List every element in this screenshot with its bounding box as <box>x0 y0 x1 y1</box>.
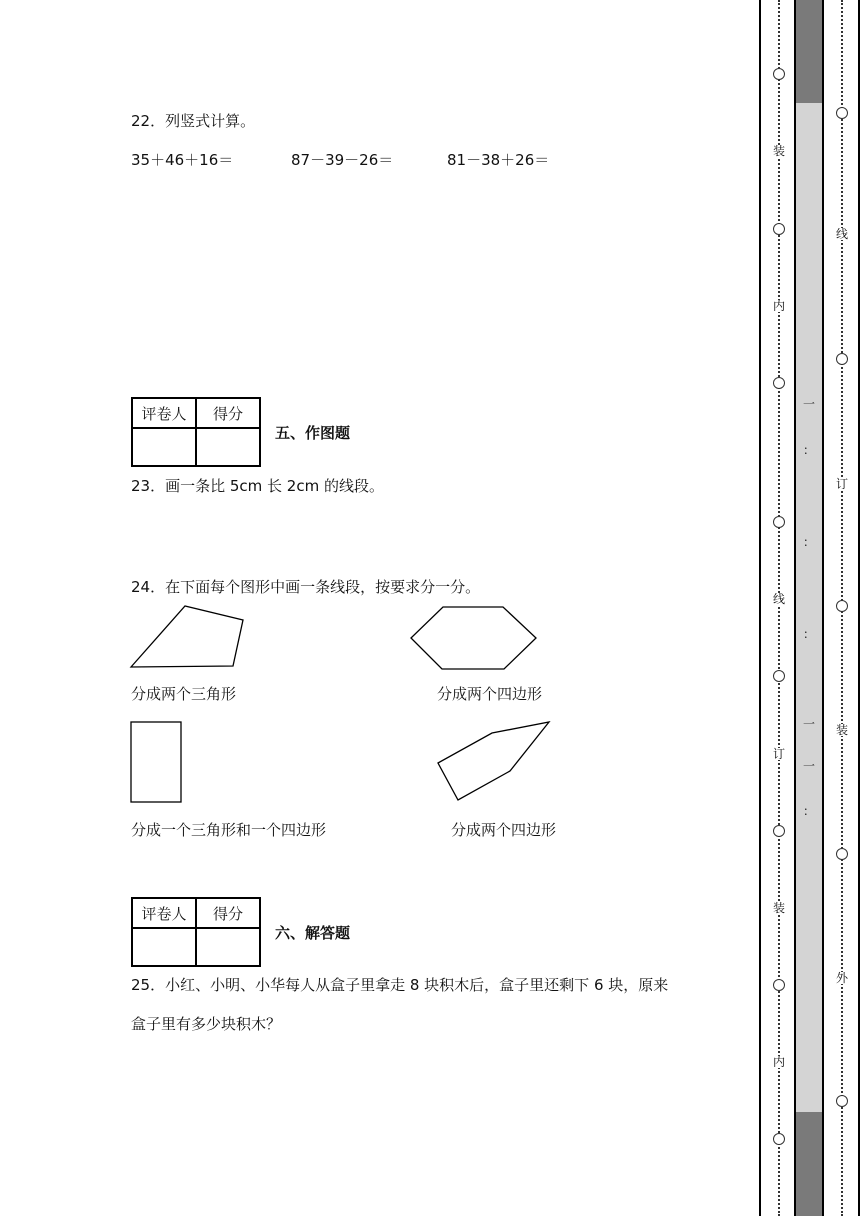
q24-text: 24．在下面每个图形中画一条线段，按要求分一分。 <box>131 578 481 596</box>
binding-circle <box>773 825 785 837</box>
binding-char-zhuang: 装 <box>772 901 785 915</box>
reviewer-cell[interactable] <box>132 428 196 466</box>
binding-circle <box>836 353 848 365</box>
binding-circle <box>773 516 785 528</box>
q22-expression-3: 81－38＋26＝ <box>447 151 550 169</box>
q25-line-1: 25．小红、小明、小华每人从盒子里拿走 8 块积木后，盒子里还剩下 6 块，原来 <box>131 976 669 994</box>
score-table-section5 <box>131 397 261 467</box>
section6-title: 六、解答题 <box>275 924 351 942</box>
q25-line-2: 盒子里有多少块积木？ <box>131 1015 282 1033</box>
q24-caption-3: 分成一个三角形和一个四边形 <box>131 821 327 839</box>
hexagon-shape <box>405 600 545 675</box>
band-mark: ： <box>802 443 815 457</box>
q24-caption-4: 分成两个四边形 <box>451 821 557 839</box>
band-mark: ： <box>802 804 815 818</box>
binding-char-ding: 订 <box>835 477 848 491</box>
rectangle-shape <box>125 716 187 808</box>
binding-circle <box>773 1133 785 1145</box>
binding-circle <box>773 377 785 389</box>
binding-circle <box>836 600 848 612</box>
q24-caption-1: 分成两个三角形 <box>131 685 237 703</box>
band-mark: 一 <box>802 759 815 773</box>
quadrilateral-shape <box>125 600 255 672</box>
binding-circle <box>773 979 785 991</box>
binding-char-xian: 线 <box>835 227 848 241</box>
binding-circle <box>836 1095 848 1107</box>
score-label: 得分 <box>196 898 260 928</box>
reviewer-label: 评卷人 <box>132 898 196 928</box>
q22-expression-1: 35＋46＋16＝ <box>131 151 234 169</box>
binding-gray-band <box>796 0 822 1216</box>
binding-border-line <box>759 0 761 1216</box>
binding-dark-band-top <box>796 0 822 103</box>
binding-char-ding: 订 <box>772 747 785 761</box>
binding-circle <box>836 848 848 860</box>
reviewer-cell[interactable] <box>132 928 196 966</box>
q24-caption-2: 分成两个四边形 <box>437 685 543 703</box>
binding-char-zhuang: 装 <box>772 144 785 158</box>
binding-circle <box>836 107 848 119</box>
binding-circle <box>773 223 785 235</box>
band-mark: 一 <box>802 397 815 411</box>
q23-text: 23．画一条比 5cm 长 2cm 的线段。 <box>131 477 384 495</box>
binding-char-nei: 内 <box>772 1055 785 1069</box>
q22-title: 22．列竖式计算。 <box>131 112 256 130</box>
inner-binding-dotted-line <box>778 0 780 1216</box>
pentagon-shape <box>430 716 560 806</box>
score-table-section6 <box>131 897 261 967</box>
q22-expression-2: 87－39－26＝ <box>291 151 394 169</box>
reviewer-label: 评卷人 <box>132 398 196 428</box>
binding-circle <box>773 68 785 80</box>
binding-char-wai: 外 <box>835 971 848 985</box>
band-left-edge <box>794 0 796 1216</box>
binding-dark-band-bottom <box>796 1112 822 1216</box>
section5-title: 五、作图题 <box>275 424 351 442</box>
binding-char-nei: 内 <box>772 299 785 313</box>
band-mark: ： <box>802 627 815 641</box>
band-mark: ： <box>802 535 815 549</box>
score-cell[interactable] <box>196 428 260 466</box>
binding-circle <box>773 670 785 682</box>
score-cell[interactable] <box>196 928 260 966</box>
binding-char-zhuang: 装 <box>835 723 848 737</box>
binding-char-xian: 线 <box>772 592 785 606</box>
band-right-edge <box>822 0 824 1216</box>
score-label: 得分 <box>196 398 260 428</box>
band-mark: 一 <box>802 717 815 731</box>
